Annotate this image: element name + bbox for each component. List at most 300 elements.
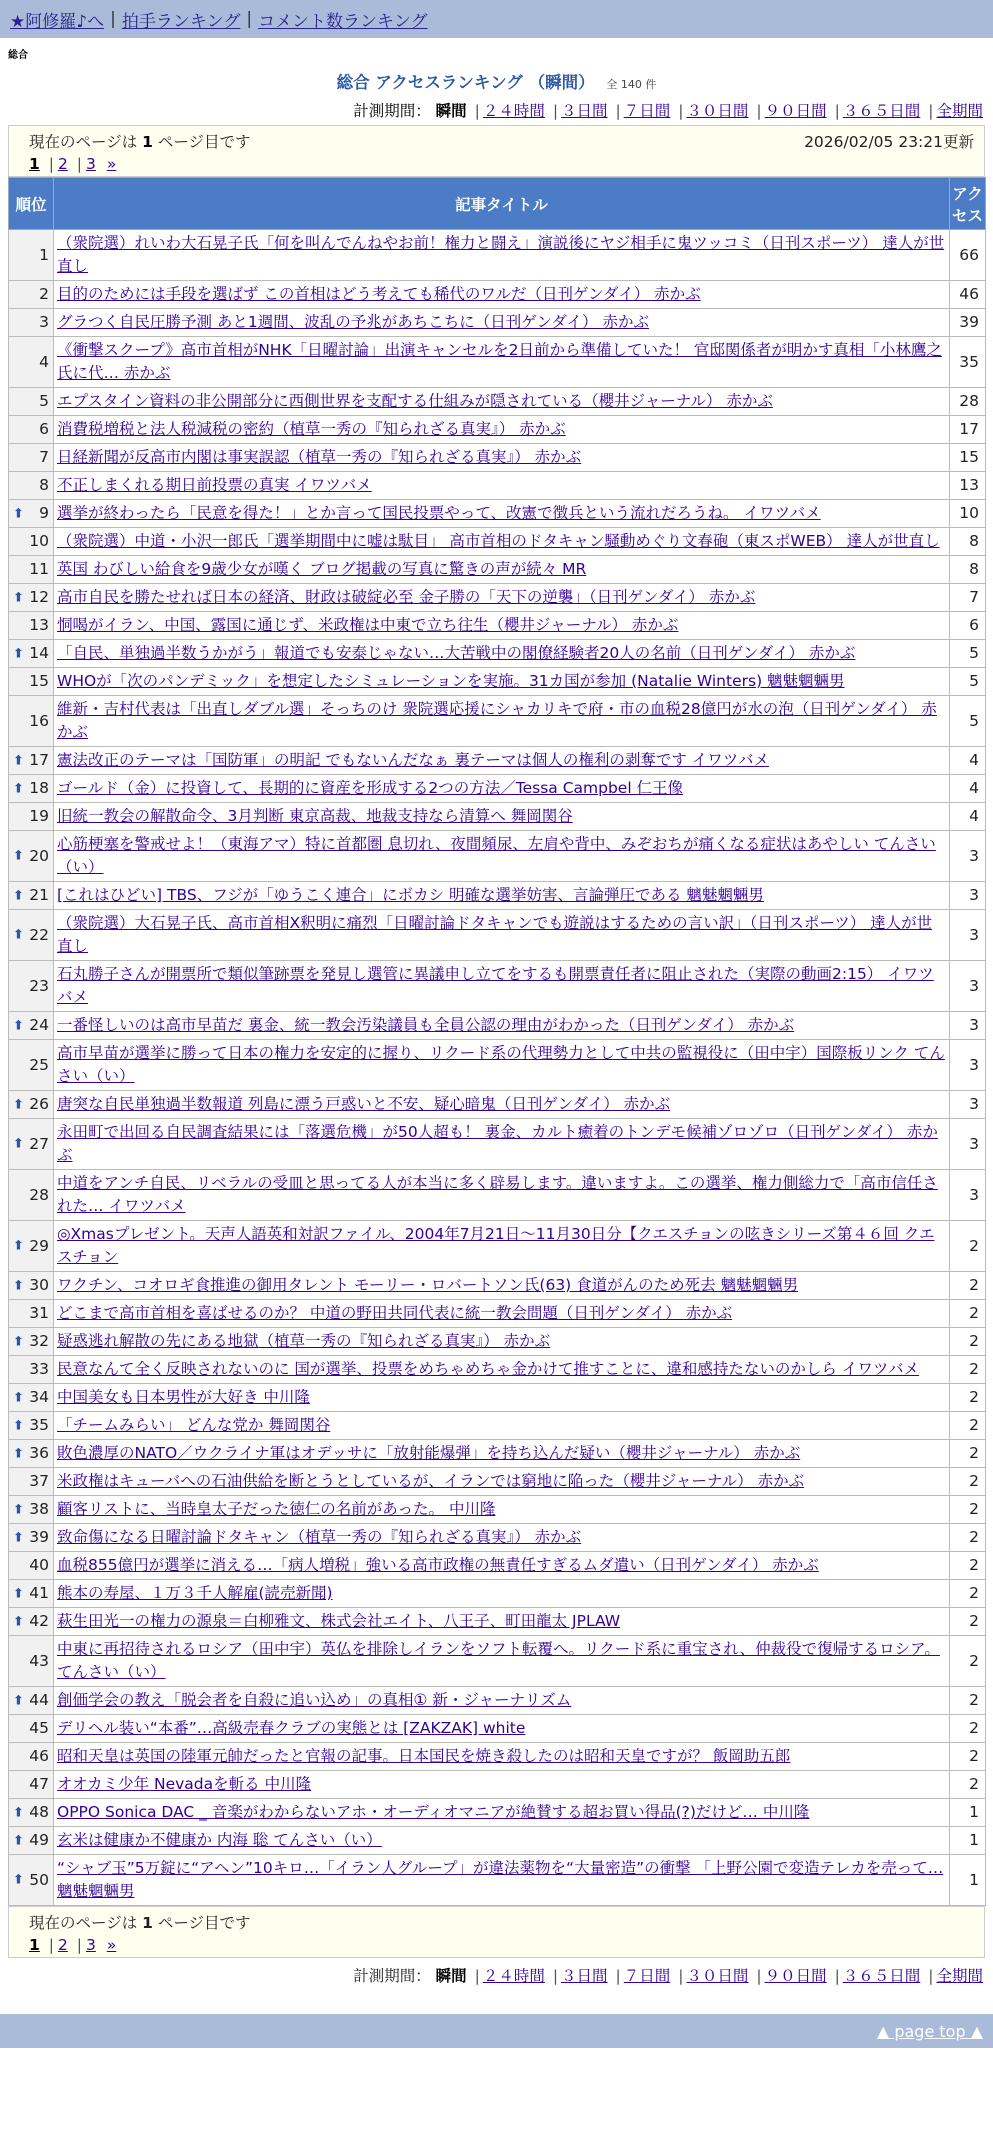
table-row <box>9 1384 986 1412</box>
article-title-link[interactable]: 中国美女も日本男性が大好き 中川隆 <box>57 1388 310 1406</box>
title-cell <box>54 696 950 747</box>
article-title-link[interactable]: （衆院選）中道・小沢一郎氏「選挙期間中に嘘は駄目」 高市首相のドタキャン騒動めぐり文春砲（東スポWEB） 達人が世直し <box>57 532 940 550</box>
article-title-link[interactable]: 選挙が終わったら「民意を得た！」とか言って国民投票やって、改憲で徴兵という流れだろうね。 イワツバメ <box>57 504 821 522</box>
access-count: 3 <box>950 1119 986 1170</box>
table-row <box>9 388 986 416</box>
access-count: 1 <box>950 1799 986 1827</box>
rank-cell <box>9 309 54 337</box>
page-3-link[interactable]: 3 <box>86 155 96 173</box>
access-count: 15 <box>950 444 986 472</box>
rank-up-arrow-icon: ⬆ <box>13 848 24 864</box>
title-cell <box>54 1636 950 1687</box>
rank-cell <box>9 388 54 416</box>
rank-number: 31 <box>29 1304 49 1322</box>
article-title-link[interactable]: 「チームみらい」 どんな党か 舞岡関谷 <box>57 1416 331 1434</box>
rank-cell <box>9 584 54 612</box>
rank-cell <box>9 1221 54 1272</box>
title-cell <box>54 803 950 831</box>
period-all-link[interactable]: 全期間 <box>936 102 983 120</box>
rank-number: 36 <box>29 1444 49 1462</box>
title-cell <box>54 230 950 281</box>
title-cell <box>54 1440 950 1468</box>
title-cell <box>54 337 950 388</box>
title-cell <box>54 882 950 910</box>
article-title-link[interactable]: 唐突な自民単独過半数報道 列島に漂う戸惑いと不安、疑心暗鬼（日刊ゲンダイ） 赤かぶ <box>57 1095 671 1113</box>
article-title-link[interactable]: オオカミ少年 Nevadaを斬る 中川隆 <box>57 1775 312 1793</box>
article-title-link[interactable]: 維新・吉村代表は「出直しダブル選」そっちのけ 衆院選応援にシャカリキで府・市の血税28億円が水の泡（日刊ゲンダイ） 赤かぶ <box>57 700 937 741</box>
article-title-link[interactable]: 《衝撃スクープ》高市首相がNHK「日曜討論」出演キャンセルを2日前から準備していた！ 官邸関係者が明かす真相「小林鷹之氏に代… 赤かぶ <box>57 341 942 382</box>
rank-cell <box>9 961 54 1012</box>
rank-cell <box>9 1524 54 1552</box>
rank-up-arrow-icon: ⬆ <box>13 1238 24 1254</box>
period-30d-link-bottom[interactable]: ３０日間 <box>686 1967 749 1985</box>
rank-number: 14 <box>29 644 49 662</box>
rank-cell <box>9 696 54 747</box>
table-row <box>9 1328 986 1356</box>
access-count: 3 <box>950 882 986 910</box>
rank-number: 17 <box>29 751 49 769</box>
article-title-link[interactable]: 不正しまくれる期日前投票の真実 イワツバメ <box>57 476 372 494</box>
access-count: 2 <box>950 1412 986 1440</box>
rank-cell <box>9 775 54 803</box>
rank-cell <box>9 1328 54 1356</box>
title-cell <box>54 388 950 416</box>
access-count: 5 <box>950 696 986 747</box>
table-row <box>9 1636 986 1687</box>
rank-number: 6 <box>39 420 49 438</box>
applause-ranking-link[interactable]: 拍手ランキング <box>121 11 241 32</box>
title-cell <box>54 1272 950 1300</box>
access-count: 2 <box>950 1328 986 1356</box>
rank-cell <box>9 1170 54 1221</box>
rank-cell <box>9 1687 54 1715</box>
rank-cell <box>9 1356 54 1384</box>
article-title-link[interactable]: 昭和天皇は英国の陸軍元帥だったと官報の記事。日本国民を焼き殺したのは昭和天皇ですが？ 飯岡助五郎 <box>57 1747 791 1765</box>
article-title-link[interactable]: ゴールド（金）に投資して、長期的に資産を形成する2つの方法／Tessa Campbel 仁王像 <box>57 779 684 797</box>
table-row <box>9 1412 986 1440</box>
access-count: 7 <box>950 584 986 612</box>
page-top-link[interactable]: ▲ page top ▲ <box>876 2021 983 2041</box>
table-row <box>9 1743 986 1771</box>
access-count: 2 <box>950 1687 986 1715</box>
rank-cell <box>9 1580 54 1608</box>
article-title-link[interactable]: 日経新聞が反高市内閣は事実誤認（植草一秀の『知られざる真実』） 赤かぶ <box>57 448 582 466</box>
table-row <box>9 1855 986 1906</box>
rank-cell <box>9 1412 54 1440</box>
table-row <box>9 472 986 500</box>
current-page-number-bottom: 1 <box>142 1914 153 1932</box>
title-cell <box>54 1524 950 1552</box>
rank-number: 19 <box>29 807 49 825</box>
article-title-link[interactable]: ◎Xmasプレゼント。天声人語英和対訳ファイル、2004年7月21日～11月30日分【クエスチョンの呟きシリーズ第４６回 クエスチョン <box>57 1225 935 1266</box>
article-title-link[interactable]: 致命傷になる日曜討論ドタキャン（植草一秀の『知られざる真実』） 赤かぶ <box>57 1528 582 1546</box>
title-cell <box>54 472 950 500</box>
article-title-link[interactable]: 「自民、単独過半数うかがう」報道でも安泰じゃない…大苦戦中の閣僚経験者20人の名前（日刊ゲンダイ） 赤かぶ <box>57 644 856 662</box>
access-count: 10 <box>950 500 986 528</box>
rank-cell <box>9 1715 54 1743</box>
rank-number: 2 <box>39 285 49 303</box>
rank-number: 41 <box>29 1584 49 1602</box>
access-count: 2 <box>950 1771 986 1799</box>
home-link[interactable]: ★阿修羅♪へ <box>10 11 105 32</box>
access-count: 2 <box>950 1272 986 1300</box>
table-row <box>9 1440 986 1468</box>
title-cell <box>54 1799 950 1827</box>
rank-up-arrow-icon: ⬆ <box>13 1693 24 1708</box>
rank-cell <box>9 1012 54 1040</box>
access-count: 3 <box>950 1040 986 1091</box>
page-3-link-bottom[interactable]: 3 <box>86 1936 96 1954</box>
article-title-link[interactable]: 英国 わびしい給食を9歳少女が嘆く ブログ掲載の写真に驚きの声が続々 MR <box>57 560 587 578</box>
table-row <box>9 309 986 337</box>
rank-number: 46 <box>29 1747 49 1765</box>
access-count: 6 <box>950 612 986 640</box>
table-row <box>9 910 986 961</box>
article-title-link[interactable]: 米政権はキューバへの石油供給を断とうとしているが、イランでは窮地に陥った（櫻井ジャーナル） 赤かぶ <box>57 1472 805 1490</box>
page-2-link-bottom[interactable]: 2 <box>57 1936 68 1954</box>
article-title-link[interactable]: 創価学会の教え「脱会者を自殺に追い込め」の真相① 新・ジャーナリズム <box>57 1691 572 1709</box>
article-title-link[interactable]: 心筋梗塞を警戒せよ！（東海アマ）特に首都圏 息切れ、夜間頻尿、左肩や背中、みぞおちが痛くなる症状はあやしい てんさい（い） <box>57 835 936 876</box>
access-count: 2 <box>950 1552 986 1580</box>
rank-up-arrow-icon: ⬆ <box>13 1418 24 1433</box>
rank-cell <box>9 1300 54 1328</box>
table-row <box>9 416 986 444</box>
rank-up-arrow-icon: ⬆ <box>13 1530 24 1545</box>
table-row <box>9 1012 986 1040</box>
title-cell <box>54 1468 950 1496</box>
table-row <box>9 1119 986 1170</box>
nav-separator: | <box>110 9 116 29</box>
rank-number: 21 <box>29 886 49 904</box>
rank-cell <box>9 1119 54 1170</box>
article-title-link[interactable]: 恫喝がイラン、中国、露国に通じず、米政権は中東で立ち往生（櫻井ジャーナル） 赤かぶ <box>57 616 679 634</box>
article-title-link[interactable]: 血税855億円が選挙に消える…「病人増税」強いる高市政権の無責任すぎるムダ遣い（日刊ゲンダイ） 赤かぶ <box>57 1556 819 1574</box>
article-title-link[interactable]: ワクチン、コオロギ食推進の御用タレント モーリー・ロバートソン氏(63) 食道がんのため死去 魑魅魍魎男 <box>57 1276 799 1294</box>
rank-cell <box>9 1496 54 1524</box>
period-365d-link-bottom[interactable]: ３６５日間 <box>842 1967 921 1985</box>
rank-up-arrow-icon: ⬆ <box>13 1446 24 1461</box>
page-info-top <box>8 125 985 177</box>
access-count: 2 <box>950 1468 986 1496</box>
article-title-link[interactable]: デリヘル装い“本番”…高級売春クラブの実態とは [ZAKZAK] white <box>57 1719 526 1737</box>
title-cell <box>54 416 950 444</box>
access-count: 1 <box>950 1827 986 1855</box>
article-title-link[interactable]: 疑惑逃れ解散の先にある地獄（植草一秀の『知られざる真実』） 赤かぶ <box>57 1332 551 1350</box>
rank-number: 18 <box>29 779 49 797</box>
rank-number: 13 <box>29 616 49 634</box>
article-title-link[interactable]: OPPO Sonica DAC _ 音楽がわからないアホ・オーディオマニアが絶賛する超お買い得品(?)だけど… 中川隆 <box>57 1803 810 1821</box>
rank-number: 48 <box>29 1803 49 1821</box>
current-page-text-bottom <box>29 1911 974 1933</box>
table-row <box>9 1524 986 1552</box>
access-count: 2 <box>950 1636 986 1687</box>
rank-up-arrow-icon: ⬆ <box>13 1390 24 1405</box>
access-count: 3 <box>950 910 986 961</box>
table-row <box>9 1170 986 1221</box>
table-row <box>9 281 986 309</box>
title-cell <box>54 528 950 556</box>
period-all-link-bottom[interactable]: 全期間 <box>936 1967 983 1985</box>
rank-up-arrow-icon: ⬆ <box>13 1872 24 1888</box>
page-1-current-bottom: 1 <box>29 1936 40 1954</box>
period-selector-bottom: 計測期間： 瞬間 | ２４時間 | ３日間 | ７日間 | ３０日間 | ９０日間 | ３６５日間 | 全期間 <box>353 1967 983 1985</box>
rank-cell <box>9 882 54 910</box>
rank-number: 49 <box>29 1831 49 1849</box>
rank-up-arrow-icon: ⬆ <box>13 646 24 661</box>
table-row <box>9 337 986 388</box>
title-cell <box>54 309 950 337</box>
table-row <box>9 1040 986 1091</box>
rank-number: 44 <box>29 1691 49 1709</box>
period-3d-link-bottom[interactable]: ３日間 <box>561 1967 608 1985</box>
rank-number: 20 <box>29 846 49 865</box>
rank-number: 7 <box>39 448 49 466</box>
access-count: 4 <box>950 775 986 803</box>
rank-number: 15 <box>29 672 49 690</box>
rank-cell <box>9 831 54 882</box>
table-row <box>9 1552 986 1580</box>
title-cell <box>54 1743 950 1771</box>
rank-cell <box>9 1091 54 1119</box>
title-cell <box>54 1300 950 1328</box>
title-cell <box>54 775 950 803</box>
rank-number: 16 <box>29 711 49 730</box>
title-cell <box>54 1412 950 1440</box>
article-title-link[interactable]: 高市早苗が選挙に勝って日本の権力を安定的に握り、リクード系の代理勢力として中共の監視役に（田中宇）国際板リンク てんさい（い） <box>57 1044 945 1085</box>
title-cell <box>54 1012 950 1040</box>
article-title-link[interactable]: 旧統一教会の解散命令、3月判断 東京高裁、地裁支持なら清算へ 舞岡関谷 <box>57 807 573 825</box>
title-cell <box>54 1496 950 1524</box>
rank-number: 10 <box>29 532 49 550</box>
article-title-link[interactable]: 永田町で出回る自民調査結果には「落選危機」が50人超も！ 裏金、カルト癒着のトンデモ候補ゾロゾロ（日刊ゲンダイ） 赤かぶ <box>57 1123 938 1164</box>
title-cell <box>54 831 950 882</box>
rank-up-arrow-icon: ⬆ <box>13 781 24 796</box>
updated-timestamp: 2026/02/05 23:21更新 <box>804 133 974 151</box>
title-cell <box>54 1687 950 1715</box>
article-title-link[interactable]: 中東に再招待されるロシア（田中宇）英仏を排除しイランをソフト転覆へ。リクード系に重宝され、仲裁役で復帰するロシア。 てんさい（い） <box>57 1640 940 1681</box>
table-row <box>9 882 986 910</box>
article-title-link[interactable]: 高市自民を勝たせれば日本の経済、財政は破綻必至 金子勝の「天下の逆襲」（日刊ゲンダイ） 赤かぶ <box>57 588 756 606</box>
article-title-link[interactable]: 顧客リストに、当時皇太子だった徳仁の名前があった。 中川隆 <box>57 1500 496 1518</box>
access-count: 3 <box>950 1012 986 1040</box>
table-row <box>9 1356 986 1384</box>
title-cell <box>54 556 950 584</box>
title-cell <box>54 1855 950 1906</box>
article-title-link[interactable]: （衆院選）れいわ大石晃子氏「何を叫んでんねやお前！権力と闘え」演説後にヤジ相手に鬼ツッコミ（日刊スポーツ） 達人が世直し <box>57 234 945 275</box>
rank-number: 47 <box>29 1775 49 1793</box>
nav-separator: | <box>246 9 253 29</box>
current-page-prefix: 現在のページは <box>29 133 143 151</box>
total-count: 全 140 件 <box>606 78 657 91</box>
rank-cell <box>9 1636 54 1687</box>
table-row <box>9 1468 986 1496</box>
rank-number: 8 <box>39 476 49 494</box>
page-2-link[interactable]: 2 <box>57 155 68 173</box>
article-title-link[interactable]: 敗色濃厚のNATO／ウクライナ軍はオデッサに「放射能爆弾」を持ち込んだ疑い（櫻井ジャーナル） 赤かぶ <box>57 1444 801 1462</box>
period-24h-link[interactable]: ２４時間 <box>482 102 545 120</box>
title-cell <box>54 281 950 309</box>
article-title-link[interactable]: 熊本の寿屋、１万３千人解雇(読売新聞) <box>57 1584 333 1602</box>
rank-up-arrow-icon: ⬆ <box>13 1502 24 1517</box>
rank-number: 32 <box>29 1332 49 1350</box>
article-title-link[interactable]: 萩生田光一の権力の源泉＝白柳雅文、株式会社エイト、八王子、町田龍太 JPLAW <box>57 1612 621 1630</box>
rank-number: 34 <box>29 1388 49 1406</box>
access-count: 2 <box>950 1524 986 1552</box>
access-count: 13 <box>950 472 986 500</box>
rank-cell <box>9 1468 54 1496</box>
title-cell <box>54 1608 950 1636</box>
rank-up-arrow-icon: ⬆ <box>13 1136 24 1152</box>
access-count: 35 <box>950 337 986 388</box>
title-cell <box>54 1040 950 1091</box>
rank-cell <box>9 747 54 775</box>
period-90d-link-bottom[interactable]: ９０日間 <box>764 1967 827 1985</box>
article-title-link[interactable]: 民意なんて全く反映されないのに 国が選挙、投票をめちゃめちゃ金かけて推すことに、違和感持たないのかしら イワツバメ <box>57 1360 920 1378</box>
rank-cell <box>9 640 54 668</box>
title-cell <box>54 444 950 472</box>
access-count: 2 <box>950 1608 986 1636</box>
period-current: 瞬間 <box>435 102 467 120</box>
rank-cell <box>9 1743 54 1771</box>
rank-number: 38 <box>29 1500 49 1518</box>
table-row <box>9 1715 986 1743</box>
rank-number: 45 <box>29 1719 49 1737</box>
table-row <box>9 961 986 1012</box>
period-label-bottom: 計測期間： <box>353 1967 431 1985</box>
article-title-link[interactable]: 石丸勝子さんが開票所で類似筆跡票を発見し選管に異議申し立てをするも開票責任者に阻止された（実際の動画2:15） イワツバメ <box>57 965 934 1006</box>
rank-cell <box>9 910 54 961</box>
title-cell <box>54 1384 950 1412</box>
access-count: 1 <box>950 1855 986 1906</box>
article-title-link[interactable]: 消費税増税と法人税減税の密約（植草一秀の『知られざる真実』） 赤かぶ <box>57 420 566 438</box>
title-cell <box>54 1170 950 1221</box>
title-cell <box>54 500 950 528</box>
rank-cell <box>9 472 54 500</box>
rank-number: 42 <box>29 1612 49 1630</box>
period-90d-link[interactable]: ９０日間 <box>764 102 827 120</box>
rank-cell <box>9 1855 54 1906</box>
period-current-bottom: 瞬間 <box>435 1967 467 1985</box>
table-row <box>9 1091 986 1119</box>
rank-cell <box>9 556 54 584</box>
article-title-link[interactable]: 中道をアンチ自民、リベラルの受皿と思ってる人が本当に多く辟易します。違いますよ。この選挙、権力側総力で「高市信任された… イワツバメ <box>57 1174 938 1215</box>
rank-number: 5 <box>39 392 49 410</box>
period-3d-link[interactable]: ３日間 <box>561 102 608 120</box>
period-selector: 計測期間： 瞬間 | ２４時間 | ３日間 | ７日間 | ３０日間 | ９０日間 | ３６５日間 | 全期間 <box>353 102 983 120</box>
article-title-link[interactable]: 憲法改正のテーマは「国防軍」の明記 でもないんだなぁ 裏テーマは個人の権利の剥奪です イワツバメ <box>57 751 769 769</box>
title-cell <box>54 747 950 775</box>
rank-number: 23 <box>29 976 49 995</box>
rank-number: 29 <box>29 1236 49 1255</box>
access-count: 3 <box>950 1091 986 1119</box>
table-row <box>9 1496 986 1524</box>
title-cell <box>54 640 950 668</box>
rank-cell <box>9 803 54 831</box>
access-count: 5 <box>950 640 986 668</box>
access-count: 3 <box>950 961 986 1012</box>
period-30d-link[interactable]: ３０日間 <box>686 102 749 120</box>
title-cell <box>54 1715 950 1743</box>
ranking-table <box>8 177 986 1906</box>
access-count: 2 <box>950 1496 986 1524</box>
title-cell <box>54 1771 950 1799</box>
article-title-link[interactable]: [これはひどい] TBS、フジが「ゆうこく連合」にボカシ 明確な選挙妨害、言論弾圧である 魑魅魍魎男 <box>57 886 764 904</box>
title-cell <box>54 1827 950 1855</box>
rank-number: 43 <box>29 1651 49 1670</box>
comment-ranking-link[interactable]: コメント数ランキング <box>258 11 428 32</box>
next-page-link-bottom[interactable]: » <box>106 1936 117 1954</box>
title-cell <box>54 1091 950 1119</box>
table-row <box>9 1827 986 1855</box>
access-count: 66 <box>950 230 986 281</box>
col-rank-header: 順位 <box>9 178 54 230</box>
current-page-suffix-bottom: ページ目です <box>152 1914 251 1932</box>
access-count: 4 <box>950 747 986 775</box>
pagination-top: 1 | 2 | 3 » <box>29 155 117 173</box>
article-title-link[interactable]: 一番怪しいのは高市早苗だ 裏金、統一教会汚染議員も全員公認の理由がわかった（日刊ゲンダイ） 赤かぶ <box>57 1016 795 1034</box>
access-count: 3 <box>950 1170 986 1221</box>
rank-number: 12 <box>29 588 49 606</box>
period-7d-link[interactable]: ７日間 <box>623 102 671 120</box>
pagination-bottom: 1 | 2 | 3 » <box>29 1936 117 1954</box>
rank-up-arrow-icon: ⬆ <box>13 888 24 903</box>
article-title-link[interactable]: グラつく自民圧勝予測 あと1週間、波乱の予兆があちこちに（日刊ゲンダイ） 赤かぶ <box>57 313 649 331</box>
col-access-header: アクセス <box>950 178 986 230</box>
rank-cell <box>9 1771 54 1799</box>
title-cell <box>54 1552 950 1580</box>
article-title-link[interactable]: どこまで高市首相を喜ばせるのか？ 中道の野田共同代表に統一教会問題（日刊ゲンダイ） 赤かぶ <box>57 1304 733 1322</box>
table-row <box>9 640 986 668</box>
article-title-link[interactable]: （衆院選）大石晃子氏、高市首相X釈明に痛烈「日曜討論ドタキャンでも遊説はするための言い訳」（日刊スポーツ） 達人が世直し <box>57 914 933 955</box>
table-row <box>9 584 986 612</box>
access-count: 8 <box>950 528 986 556</box>
table-row <box>9 696 986 747</box>
rank-number: 3 <box>39 313 49 331</box>
rank-cell <box>9 1799 54 1827</box>
access-count: 4 <box>950 803 986 831</box>
rank-cell <box>9 1827 54 1855</box>
rank-number: 26 <box>29 1095 49 1113</box>
title-cell <box>54 668 950 696</box>
article-title-link[interactable]: “シャブ玉”5万錠に“アヘン”10キロ…「イラン人グループ」が違法薬物を“大量密造”の衝撃 「上野公園で変造テレカを売って… 魑魅魍魎男 <box>57 1859 944 1900</box>
rank-cell <box>9 1608 54 1636</box>
access-count: 2 <box>950 1743 986 1771</box>
article-title-link[interactable]: WHOが「次のパンデミック」を想定したシミュレーションを実施。31カ国が参加 (Natalie Winters) 魑魅魍魎男 <box>57 672 845 690</box>
table-row <box>9 775 986 803</box>
rank-number: 40 <box>29 1556 49 1574</box>
access-count: 39 <box>950 309 986 337</box>
rank-number: 11 <box>29 560 49 578</box>
table-row <box>9 1799 986 1827</box>
article-title-link[interactable]: エプスタイン資料の非公開部分に西側世界を支配する仕組みが隠されている（櫻井ジャーナル） 赤かぶ <box>57 392 773 410</box>
period-label: 計測期間： <box>353 102 431 120</box>
article-title-link[interactable]: 玄米は健康か不健康か 内海 聡 てんさい（い） <box>57 1831 382 1849</box>
period-7d-link-bottom[interactable]: ７日間 <box>623 1967 671 1985</box>
title-cell <box>54 1221 950 1272</box>
article-title-link[interactable]: 目的のためには手段を選ばず この首相はどう考えても稀代のワルだ（日刊ゲンダイ） 赤かぶ <box>57 285 701 303</box>
rank-cell <box>9 612 54 640</box>
rank-up-arrow-icon: ⬆ <box>13 1614 24 1629</box>
rank-number: 22 <box>29 925 49 944</box>
access-count: 2 <box>950 1440 986 1468</box>
next-page-link[interactable]: » <box>106 155 117 173</box>
period-24h-link-bottom[interactable]: ２４時間 <box>482 1967 545 1985</box>
rank-cell <box>9 337 54 388</box>
access-count: 17 <box>950 416 986 444</box>
rank-number: 33 <box>29 1360 49 1378</box>
page-1-current: 1 <box>29 155 40 173</box>
period-365d-link[interactable]: ３６５日間 <box>842 102 921 120</box>
